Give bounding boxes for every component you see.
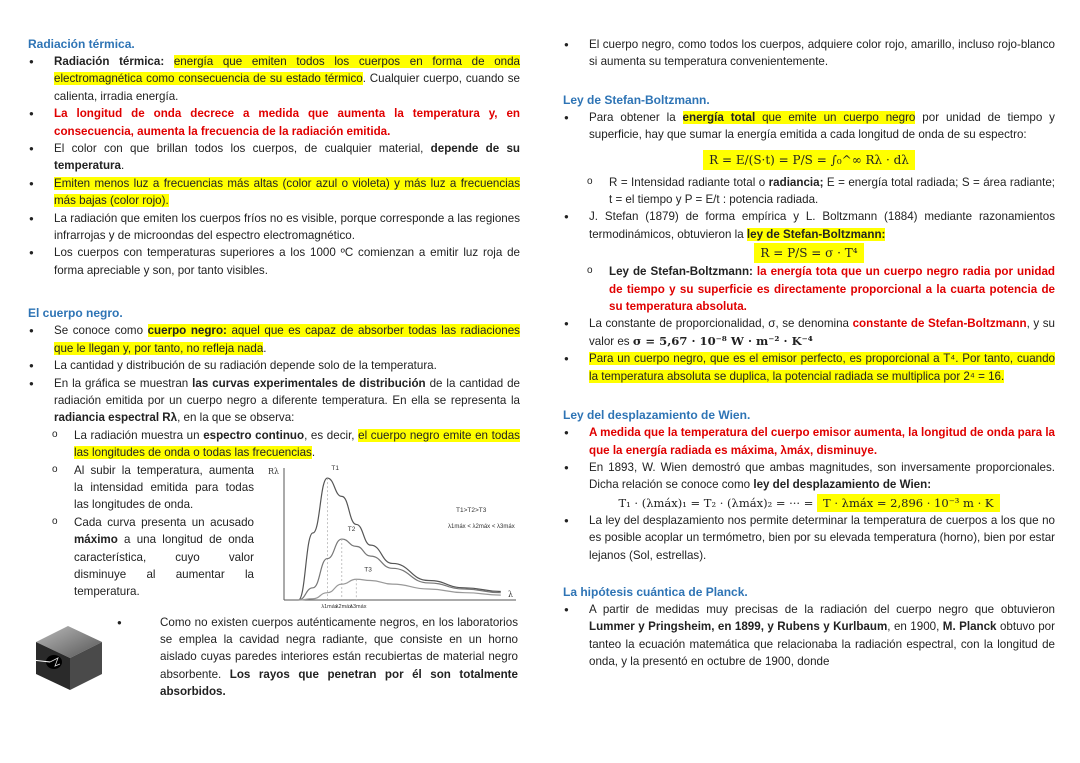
chart-curves	[298, 465, 500, 610]
section-title-cuerpo-negro: El cuerpo negro.	[28, 306, 123, 321]
list-item: o Ley de Stefan-Boltzmann: la energía tota que un cuerpo negro radia por unidad de tiempo y su superficie es directamente proporcional a la cuarta potencia de su temperatura absoluta.	[563, 263, 1055, 315]
section-title-planck: La hipótesis cuántica de Planck.	[563, 584, 748, 599]
cuerpo-negro-list	[28, 322, 520, 461]
wien-list-2	[563, 512, 1055, 564]
list-item: o Al subir la temperatura, aumenta la intensidad emitida para todas las longitudes de onda.	[28, 462, 254, 514]
list-item: ● A partir de medidas muy precisas de la radiación del cuerpo negro que obtuvieron Lummer y Pringsheim, en 1899, y Rubens y Kurlbaum, en 1900, M. Planck obtuvo por tanteo la ecuación matemática que relacionaba la radiación espectral, con la longitud de onda, y la presentó en octubre de 1900, donde	[563, 601, 1055, 671]
list-item: ● La radiación que emiten los cuerpos fríos no es visible, porque corresponde a las regiones infrarrojas y de microondas del espectro electromagnético.	[28, 210, 520, 245]
cavity-illustration-icon	[28, 622, 108, 692]
list-item: ● Los cuerpos con temperaturas superiores a los 1000 ºC comienzan a emitir luz roja de forma apreciable y son, por tanto visibles.	[28, 244, 520, 279]
list-item: ● A medida que la temperatura del cuerpo emisor aumenta, la longitud de onda para la que la energía radiada es máxima, λmáx, disminuye.	[563, 424, 1055, 459]
chart-side-list	[28, 462, 254, 601]
peak-label-t3: λ3máx	[350, 603, 367, 610]
list-item: ● Radiación térmica: energía que emiten todos los cuerpos en forma de onda electromagnética como consecuencia de su estado térmico. Cualquier cuerpo, cuando se calienta, irradia energía.	[28, 53, 520, 105]
curve-label-t1: T1	[331, 464, 339, 472]
curve-label-t2: T2	[347, 525, 356, 533]
stefan-list-3	[563, 263, 1055, 385]
y-axis-label: Rλ	[268, 466, 280, 476]
list-item: ● J. Stefan (1879) de forma empírica y L. Boltzmann (1884) mediante razonamientos termodinámicos, obtuvieron la ley de Stefan-Boltzmann:	[563, 208, 1055, 243]
list-item: o Cada curva presenta un acusado máximo a una longitud de onda característica, cuyo valor disminuye al aumentar la temperatura.	[28, 514, 254, 601]
list-item: ● En 1893, W. Wien demostró que ambas magnitudes, son inversamente proporcionales. Dicha relación se conoce como ley del desplazamiento de Wien:	[563, 459, 1055, 494]
list-item: o R = Intensidad radiante total o radiancia; E = energía total radiada; S = área radiante; t = el tiempo y P = E/t : potencia radiada.	[563, 174, 1055, 209]
temperature-order-label: T1>T2>T3	[456, 506, 487, 514]
list-item: ● La ley del desplazamiento nos permite determinar la temperatura de cuerpos a los que no es posible acoplar un termómetro, bien por su elevada temperatura (horno), bien por estar lejanos (Sol, estrellas).	[563, 512, 1055, 564]
equation-stefan-boltzmann: R = P/S = σ · T⁴	[563, 243, 1055, 263]
section-title-wien: Ley del desplazamiento de Wien.	[563, 408, 751, 423]
equation-wien: T₁ · (λmáx)₁ = T₂ · (λmáx)₂ = ··· = T · λmáx = 2,896 · 10⁻³ m · K	[563, 494, 1055, 512]
radiancia-chart	[258, 460, 520, 610]
lambda-order-label: λ1máx < λ2máx < λ3máx	[448, 523, 515, 530]
section-title-radiacion: Radiación térmica.	[28, 37, 135, 51]
curve-label-t3: T3	[364, 565, 372, 573]
list-item: ● Se conoce como cuerpo negro: aquel que es capaz de absorber todas las radiaciones que le llegan y, por tanto, no refleja nada.	[28, 322, 520, 357]
cavity-block	[28, 614, 520, 700]
list-item: ● La longitud de onda decrece a medida que aumenta la temperatura y, en consecuencia, aumenta la frecuencia de la radiación emitida.	[28, 105, 520, 140]
list-item: ● El cuerpo negro, como todos los cuerpos, adquiere color rojo, amarillo, incluso rojo-blanco si aumenta su temperatura convenientemente.	[563, 36, 1055, 71]
peak-label-t2: λ2máx	[335, 603, 353, 610]
stefan-list-2	[563, 174, 1055, 244]
intro-list	[563, 36, 1055, 71]
list-item: ● En la gráfica se muestran las curvas experimentales de distribución de la cantidad de radiación emitida por un cuerpo negro a diferente temperatura. En ella se representa la radiancia espectral Rλ, en la que se observa:	[28, 375, 520, 427]
list-item: ● Para obtener la energía total que emite un cuerpo negro por unidad de tiempo y superficie, hay que sumar la energía emitida a cada longitud de onda de su espectro:	[563, 109, 1055, 144]
equation-radiancia: R = E/(S·t) = P/S = ∫₀^∞ Rλ · dλ	[563, 150, 1055, 170]
list-item: o La radiación muestra un espectro continuo, es decir, el cuerpo negro emite en todas las longitudes de onda o todas las frecuencias.	[28, 427, 520, 462]
peak-label-t1: λ1máx	[321, 603, 338, 610]
right-column	[563, 36, 1055, 671]
list-item: ● Para un cuerpo negro, que es el emisor perfecto, es proporcional a T⁴. Por tanto, cuando la temperatura absoluta se duplica, la potencial radiada se multiplica por 2⁴ = 16.	[563, 350, 1055, 385]
list-item: ● Emiten menos luz a frecuencias más altas (color azul o violeta) y más luz a frecuencias más bajas (color rojo).	[28, 175, 520, 210]
list-item: ● El color con que brillan todos los cuerpos, de cualquier material, depende de su temperatura.	[28, 140, 520, 175]
section-title-stefan-boltzmann: Ley de Stefan-Boltzmann.	[563, 92, 710, 107]
planck-list	[563, 601, 1055, 671]
curve-t2	[298, 539, 500, 600]
list-item: ● La constante de proporcionalidad, σ, se denomina constante de Stefan-Boltzmann, y su valor es σ = 5,67 · 10⁻⁸ W · m⁻² · K⁻⁴	[563, 315, 1055, 350]
list-item: ● Como no existen cuerpos auténticamente negros, en los laboratorios se emplea la cavidad negra radiante, que consiste en un horno aislado cuyas paredes interiores están recubiertas de material negro absorbente. Los rayos que penetran por él son totalmente absorbidos.	[116, 614, 518, 701]
cavity-list	[116, 614, 518, 701]
curve-t1	[298, 478, 500, 600]
list-item: ● La cantidad y distribución de su radiación depende solo de la temperatura.	[28, 357, 520, 374]
wien-list	[563, 424, 1055, 494]
chart-section	[28, 462, 520, 612]
stefan-list	[563, 109, 1055, 144]
x-axis-label: λ	[508, 589, 514, 599]
radiacion-list	[28, 53, 520, 279]
left-column	[28, 36, 520, 700]
